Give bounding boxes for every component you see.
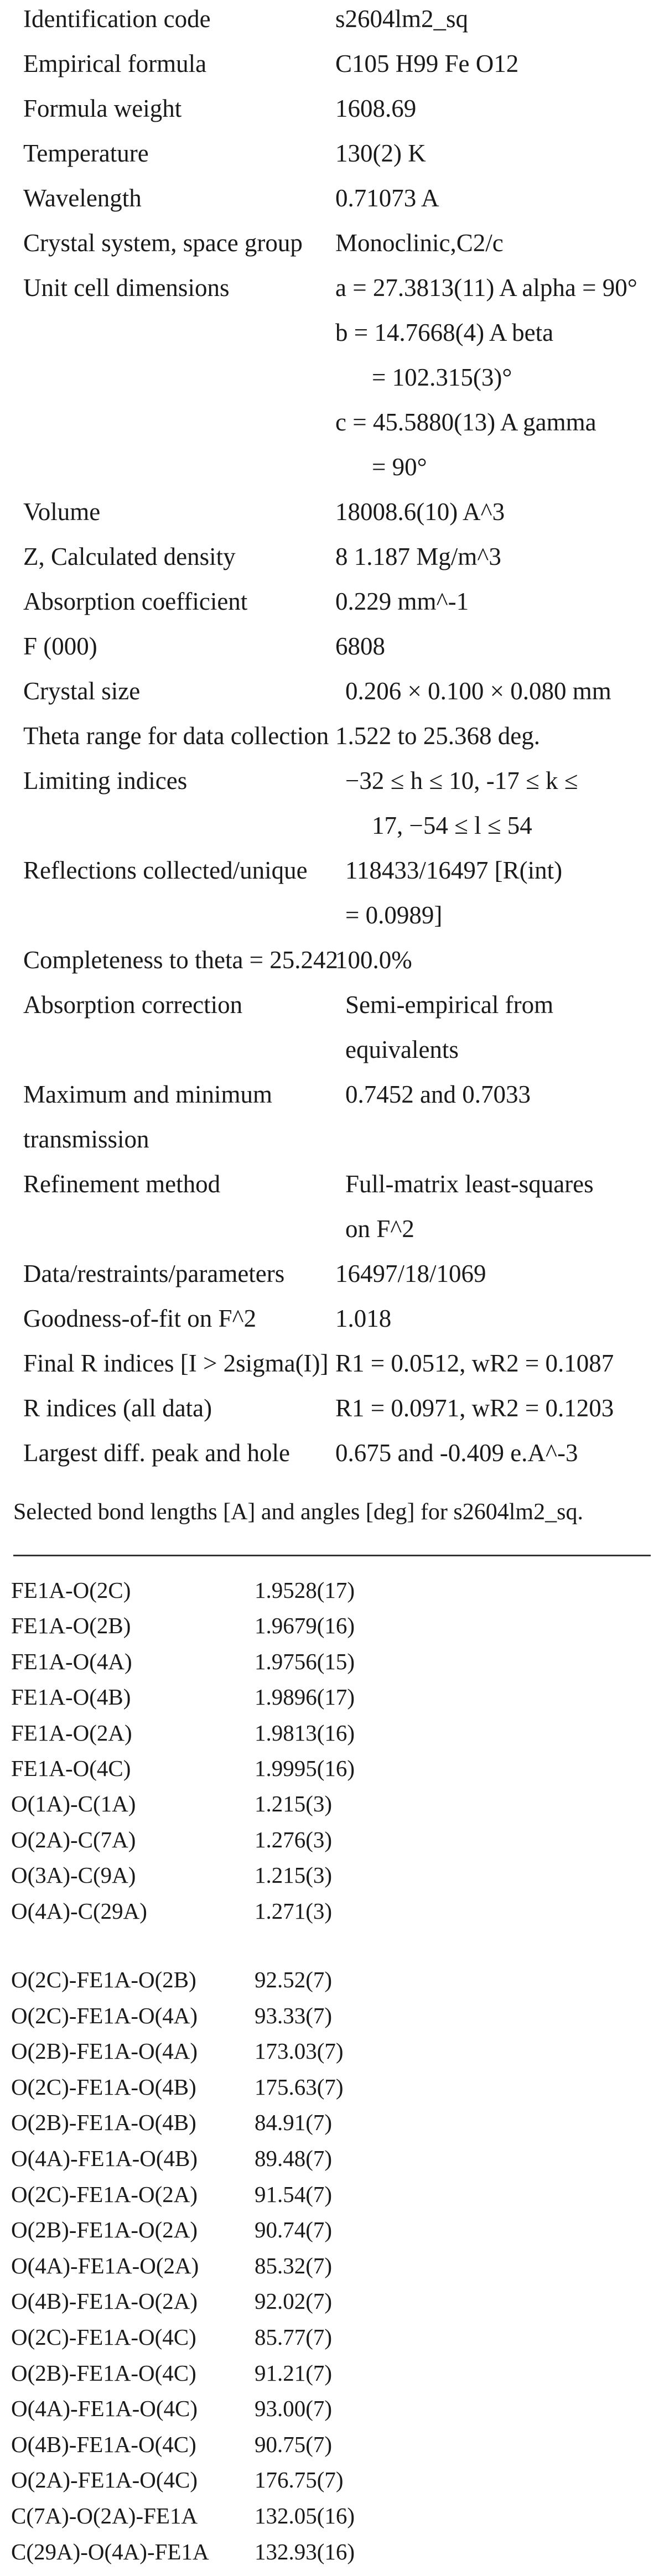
value-line: 8 1.187 Mg/m^3: [335, 543, 501, 570]
crystal-row-value: [335, 848, 662, 938]
bond-length-row-value: 1.9528(17): [255, 1577, 355, 1603]
bond-angle-row: [0, 1962, 664, 1997]
bond-length-row-atoms: O(3A)-C(9A): [11, 1862, 136, 1888]
bond-angle-row-atoms: O(2B)-FE1A-O(4B): [11, 2110, 196, 2136]
bond-angle-row-value: 92.52(7): [255, 1967, 333, 1992]
bond-angle-row-atoms: O(2B)-FE1A-O(4C): [11, 2360, 196, 2386]
value-line: a = 27.3813(11) A alpha = 90°: [335, 274, 637, 302]
crystal-row-value: [335, 983, 662, 1072]
crystal-row-value: [335, 1341, 662, 1386]
bond-length-row-atoms: FE1A-O(4A): [11, 1648, 132, 1674]
value-line: 0.206 × 0.100 × 0.080 mm: [345, 677, 611, 705]
bond-angle-row-atoms: O(2B)-FE1A-O(4A): [11, 2038, 198, 2064]
value-line: c = 45.5880(13) A gamma: [335, 408, 596, 436]
bond-angle-row-value: 92.02(7): [255, 2288, 333, 2314]
value-line: s2604lm2_sq: [335, 5, 469, 33]
crystal-row-label: Maximum and minimum transmission: [23, 1081, 272, 1153]
crystal-row-label: Absorption coefficient: [23, 588, 248, 615]
crystal-row-value: [335, 176, 662, 221]
crystal-row-value: [335, 1072, 662, 1117]
bond-angle-row-value: 93.33(7): [255, 2002, 333, 2028]
value-line: 16497/18/1069: [335, 1260, 486, 1287]
value-line: C105 H99 Fe O12: [335, 50, 519, 77]
bond-angle-row-value: 175.63(7): [255, 2074, 344, 2100]
bond-angle-row-atoms: O(2C)-FE1A-O(2B): [11, 1967, 196, 1992]
value-line: −32 ≤ h ≤ 10, -17 ≤ k ≤: [345, 767, 578, 794]
bond-length-row-value: 1.9813(16): [255, 1720, 355, 1746]
value-line: 0.675 and -0.409 e.A^-3: [335, 1439, 578, 1467]
bond-angle-row: [0, 2283, 664, 2319]
crystal-row-value: [335, 266, 662, 490]
crystal-row-value: [335, 221, 662, 266]
value-line: 0.71073 A: [335, 184, 439, 212]
bond-length-row-atoms: FE1A-O(2C): [11, 1577, 131, 1603]
bond-angle-row-value: 91.54(7): [255, 2181, 333, 2207]
bond-angle-row-value: 173.03(7): [255, 2038, 344, 2064]
bond-angle-row-atoms: O(4A)-FE1A-O(4C): [11, 2396, 198, 2422]
bond-length-row-atoms: FE1A-O(4B): [11, 1684, 131, 1710]
crystal-row-label: Data/restraints/parameters: [23, 1260, 285, 1287]
bond-angle-row-value: 89.48(7): [255, 2146, 333, 2171]
crystal-row-value: [335, 669, 662, 714]
crystal-row-label: Absorption correction: [23, 991, 243, 1019]
crystal-row-label: Largest diff. peak and hole: [23, 1439, 290, 1467]
crystal-row-value: [335, 579, 662, 624]
value-line: 18008.6(10) A^3: [335, 498, 505, 526]
bond-angle-row: [0, 2212, 664, 2247]
crystal-row-label: Final R indices [I > 2sigma(I)]: [23, 1349, 329, 1377]
bond-angle-row: [0, 2033, 664, 2069]
crystal-row-value: [335, 1386, 662, 1431]
crystal-row-label: Crystal system, space group: [23, 229, 303, 257]
bond-angle-row: [0, 2105, 664, 2140]
crystal-row-value: [335, 1431, 662, 1476]
bond-angle-row: [0, 2248, 664, 2283]
bond-angle-row-value: 90.74(7): [255, 2217, 333, 2243]
crystal-row-label: Temperature: [23, 139, 149, 167]
crystal-row-label: Identification code: [23, 5, 211, 33]
bond-length-row-atoms: FE1A-O(2B): [11, 1613, 131, 1639]
bond-angle-row-atoms: O(2C)-FE1A-O(2A): [11, 2181, 198, 2207]
bond-length-row: [0, 1822, 664, 1857]
crystal-row-value: [335, 1251, 662, 1296]
bonds-heading: Selected bond lengths [A] and angles [deg] for s2604lm2_sq.: [13, 1499, 583, 1525]
crystal-row-label: Unit cell dimensions: [23, 274, 230, 302]
bond-angle-row-atoms: O(2C)-FE1A-O(4B): [11, 2074, 196, 2100]
bond-length-row: [0, 1893, 664, 1929]
crystal-row-label: Empirical formula: [23, 50, 207, 77]
value-line: = 102.315(3)°: [372, 363, 512, 391]
bond-angle-row-value: 176.75(7): [255, 2467, 344, 2493]
crystal-row-label: Completeness to theta = 25.242: [23, 946, 339, 974]
crystal-row-label: Crystal size: [23, 677, 141, 705]
bond-length-row-value: 1.215(3): [255, 1791, 333, 1817]
bond-angle-row-atoms: O(2B)-FE1A-O(2A): [11, 2217, 198, 2243]
bond-length-row-atoms: O(1A)-C(1A): [11, 1791, 136, 1817]
bond-length-row-value: 1.9995(16): [255, 1756, 355, 1781]
crystal-row-label: Formula weight: [23, 95, 182, 122]
bond-angle-row-atoms: O(2C)-FE1A-O(4C): [11, 2324, 196, 2350]
bond-length-row-atoms: FE1A-O(4C): [11, 1756, 131, 1781]
value-line: 0.7452 and 0.7033: [345, 1081, 531, 1108]
crystal-row-label: Limiting indices: [23, 767, 188, 794]
bond-angle-row: [0, 2355, 664, 2391]
bond-angle-row-value: 132.05(16): [255, 2503, 355, 2528]
value-line: 1608.69: [335, 95, 417, 122]
value-line: Monoclinic,C2/c: [335, 229, 504, 257]
bond-length-row: [0, 1679, 664, 1715]
bond-length-row: [0, 1572, 664, 1608]
value-line: 130(2) K: [335, 139, 426, 167]
bond-length-row-atoms: O(2A)-C(7A): [11, 1826, 136, 1852]
bond-angle-row-atoms: O(4A)-FE1A-O(4B): [11, 2146, 198, 2171]
crystal-row-value: [335, 0, 662, 41]
bond-length-row-value: 1.276(3): [255, 1826, 333, 1852]
bond-angle-row: [0, 2498, 664, 2533]
bond-angle-row-atoms: O(2A)-FE1A-O(4C): [11, 2467, 198, 2493]
value-line: Semi-empirical from: [345, 991, 554, 1019]
crystal-row-value: [335, 1296, 662, 1341]
crystal-row-value: [335, 1162, 662, 1251]
crystal-row-value: [335, 41, 662, 86]
bond-angle-row-atoms: O(4B)-FE1A-O(2A): [11, 2288, 198, 2314]
bond-length-row: [0, 1608, 664, 1643]
value-line: = 0.0989]: [345, 901, 443, 929]
value-line: R1 = 0.0512, wR2 = 0.1087: [335, 1349, 614, 1377]
crystal-row-value: [335, 86, 662, 131]
bond-angle-row-value: 84.91(7): [255, 2110, 333, 2136]
value-line: 0.229 mm^-1: [335, 588, 469, 615]
bond-angle-row-atoms: O(4A)-FE1A-O(2A): [11, 2252, 199, 2278]
bond-angle-row-atoms: C(29A)-O(4A)-FE1A: [11, 2538, 209, 2564]
bond-angle-row: [0, 2391, 664, 2426]
value-line: 1.018: [335, 1305, 392, 1332]
crystal-row-value: [335, 534, 662, 579]
value-line: Full-matrix least-squares: [345, 1170, 594, 1198]
bond-length-row: [0, 1715, 664, 1751]
bond-length-row-value: 1.271(3): [255, 1898, 333, 1924]
bond-length-row: [0, 1857, 664, 1893]
bond-angle-row-value: 85.32(7): [255, 2252, 333, 2278]
value-line: equivalents: [345, 1036, 459, 1063]
crystal-row-label: Refinement method: [23, 1170, 221, 1198]
bond-length-row-atoms: O(4A)-C(29A): [11, 1898, 147, 1924]
bond-angle-row: [0, 2069, 664, 2105]
bond-length-row: [0, 1751, 664, 1786]
bond-angle-row-atoms: O(4B)-FE1A-O(4C): [11, 2431, 196, 2457]
crystal-row-label: Z, Calculated density: [23, 543, 236, 570]
bond-length-row: [0, 1644, 664, 1679]
crystal-row-label: Wavelength: [23, 184, 142, 212]
crystal-row-value: [335, 624, 662, 669]
bond-length-row-value: 1.9896(17): [255, 1684, 355, 1710]
crystal-row-label: R indices (all data): [23, 1394, 212, 1422]
crystal-row-label: Reflections collected/unique: [23, 856, 308, 884]
bond-angle-row: [0, 1998, 664, 2033]
value-line: 17, −54 ≤ l ≤ 54: [372, 812, 532, 839]
bonds-divider: [13, 1555, 651, 1556]
bond-length-row-value: 1.9756(15): [255, 1648, 355, 1674]
bond-length-row-value: 1.215(3): [255, 1862, 333, 1888]
crystal-row-value: [335, 759, 662, 848]
bond-angle-row: [0, 2177, 664, 2212]
value-line: R1 = 0.0971, wR2 = 0.1203: [335, 1394, 614, 1422]
crystal-row-value: [335, 490, 662, 534]
value-line: 6808: [335, 632, 385, 660]
bond-angle-row-value: 85.77(7): [255, 2324, 333, 2350]
bond-length-row: [0, 1786, 664, 1821]
bond-angle-row-atoms: O(2C)-FE1A-O(4A): [11, 2002, 198, 2028]
bond-length-row-atoms: FE1A-O(2A): [11, 1720, 132, 1746]
bond-angle-row-value: 91.21(7): [255, 2360, 333, 2386]
crystal-row-label: F (000): [23, 632, 97, 660]
bond-angle-row-value: 93.00(7): [255, 2396, 333, 2422]
value-line: 1.522 to 25.368 deg.: [335, 722, 540, 750]
crystal-row-label: Theta range for data collection: [23, 722, 329, 750]
crystal-row-label: Volume: [23, 498, 101, 526]
value-line: 100.0%: [335, 946, 412, 974]
bond-angle-row-value: 132.93(16): [255, 2538, 355, 2564]
value-line: = 90°: [372, 453, 427, 481]
bond-length-row-value: 1.9679(16): [255, 1613, 355, 1639]
value-line: 118433/16497 [R(int): [345, 856, 563, 884]
crystal-row-value: [335, 131, 662, 176]
bond-angle-row: [0, 2319, 664, 2355]
bond-angle-row: [0, 2427, 664, 2462]
bond-angle-row: [0, 2462, 664, 2497]
crystal-row-value: [335, 714, 662, 759]
bond-angle-row: [0, 2534, 664, 2569]
value-line: b = 14.7668(4) A beta: [335, 319, 554, 346]
crystal-row-value: [335, 938, 662, 983]
crystal-row-label: Goodness-of-fit on F^2: [23, 1305, 257, 1332]
bond-angle-row-value: 90.75(7): [255, 2431, 333, 2457]
bond-angle-row: [0, 2141, 664, 2176]
value-line: on F^2: [345, 1215, 414, 1243]
bond-angle-row-atoms: C(7A)-O(2A)-FE1A: [11, 2503, 198, 2528]
